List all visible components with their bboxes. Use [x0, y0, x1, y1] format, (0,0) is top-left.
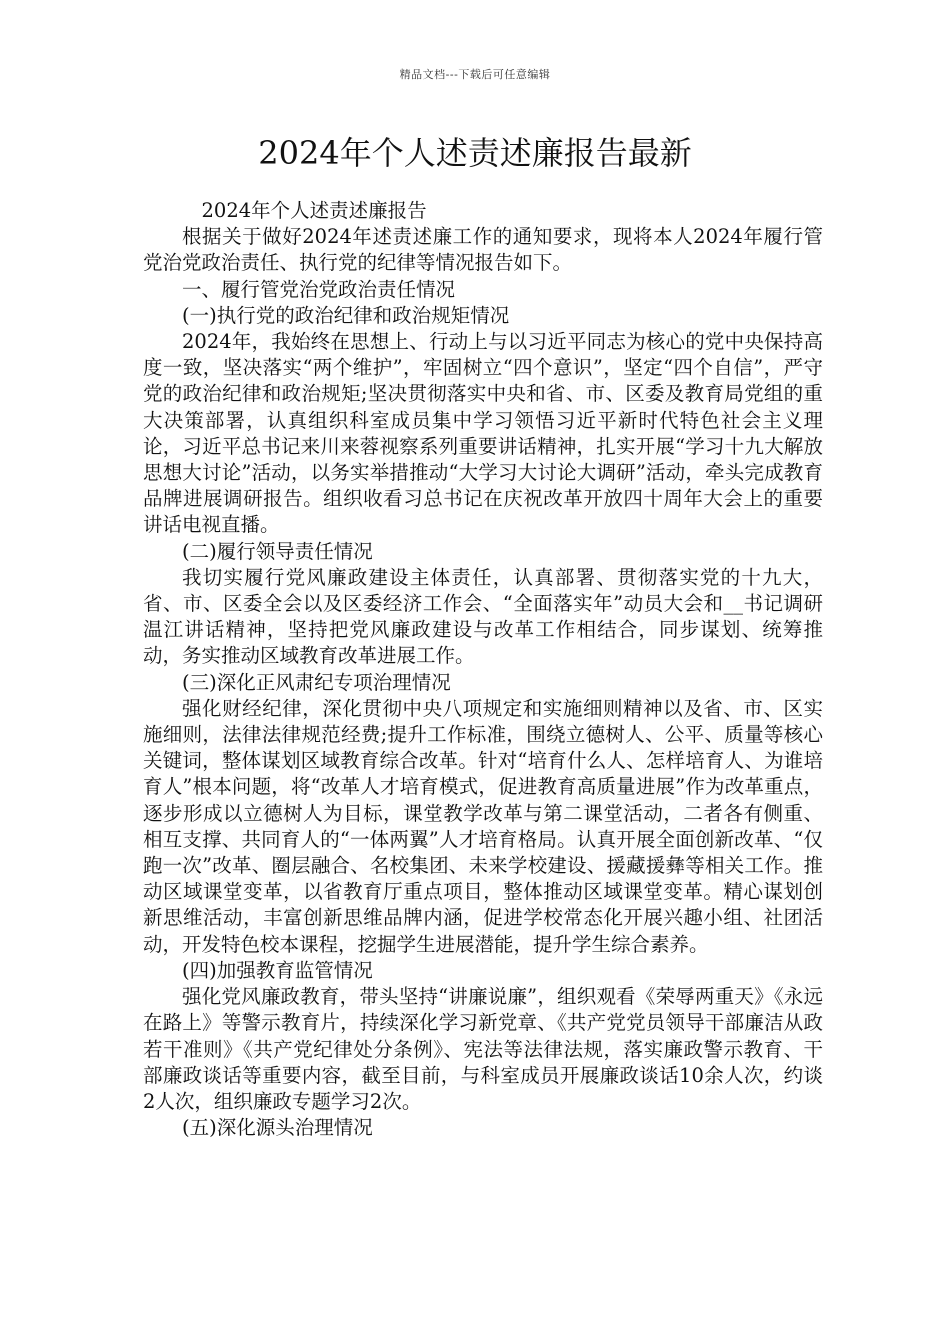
- subsection-heading-5: (五)深化源头治理情况: [182, 1116, 373, 1140]
- report-subtitle: 2024年个人述责述廉报告: [201, 199, 427, 222]
- body-paragraph-4: 强化党风廉政教育，带头坚持“讲廉说廉”，组织观看《荣辱两重天》《永远在路上》等警示教育片，持续深化学习新党章、《共产党党员领导干部廉洁从政若干准则》《共产党纪律处分条例》、宪法等法律法规，落实廉政警示教育、干部廉政谈话等重要内容，截至目前，与科室成员开展廉政谈话10余人次，约谈2人次，组织廉政专题学习2次。: [143, 985, 823, 1113]
- body-paragraph-1: 2024年，我始终在思想上、行动上与以习近平同志为核心的党中央保持高度一致，坚决落实“两个维护”，牢固树立“四个意识”，坚定“四个自信”，严守党的政治纪律和政治规矩;坚决贯彻落实中央和省、市、区委及教育局党组的重大决策部署，认真组织科室成员集中学习领悟习近平新时代特色社会主义理论，习近平总书记来川来蓉视察系列重要讲话精神，扎实开展“学习十九大解放思想大讨论”活动，以务实举措推动“大学习大讨论大调研”活动，牵头完成教育品牌进展调研报告。组织收看习总书记在庆祝改革开放四十周年大会上的重要讲话电视直播。: [143, 330, 823, 537]
- body-paragraph-3: 强化财经纪律，深化贯彻中央八项规定和实施细则精神以及省、市、区实施细则，法律法律规范经费;提升工作标准，围绕立德树人、公平、质量等核心关键词，整体谋划区域教育综合改革。针对“培育什么人、怎样培育人、为谁培育人”根本问题，将“改革人才培育模式，促进教育高质量进展”作为改革重点，逐步形成以立德树人为目标，课堂教学改革与第二课堂活动，二者各有侧重、相互支撑、共同育人的“一体两翼”人才培育格局。认真开展全面创新改革、“仅跑一次”改革、圈层融合、名校集团、未来学校建设、援藏援彝等相关工作。推动区域课堂变革，以省教育厅重点项目，整体推动区域课堂变革。精心谋划创新思维活动，丰富创新思维品牌内涵，促进学校常态化开展兴趣小组、社团活动，开发特色校本课程，挖掘学生进展潜能，提升学生综合素养。: [143, 696, 823, 956]
- intro-paragraph: 根据关于做好2024年述责述廉工作的通知要求，现将本人2024年履行管党治党政治责任、执行党的纪律等情况报告如下。: [143, 225, 823, 275]
- header-note: 精品文档---下载后可任意编辑: [399, 68, 551, 81]
- document-title: 2024年个人述责述廉报告最新: [258, 134, 692, 172]
- subsection-heading-2: (二)履行领导责任情况: [182, 539, 373, 563]
- section-heading-1: 一、履行管党治党政治责任情况: [182, 277, 456, 301]
- subsection-heading-4: (四)加强教育监管情况: [182, 958, 373, 982]
- subsection-heading-1: (一)执行党的政治纪律和政治规矩情况: [182, 303, 510, 327]
- body-paragraph-2: 我切实履行党风廉政建设主体责任，认真部署、贯彻落实党的十九大，省、市、区委全会以及区委经济工作会、“全面落实年”动员大会和__书记调研温江讲话精神，坚持把党风廉政建设与改革工作相结合，同步谋划、统筹推动，务实推动区域教育改革进展工作。: [143, 565, 823, 668]
- document-body: [143, 198, 823, 1141]
- subsection-heading-3: (三)深化正风肃纪专项治理情况: [182, 670, 451, 694]
